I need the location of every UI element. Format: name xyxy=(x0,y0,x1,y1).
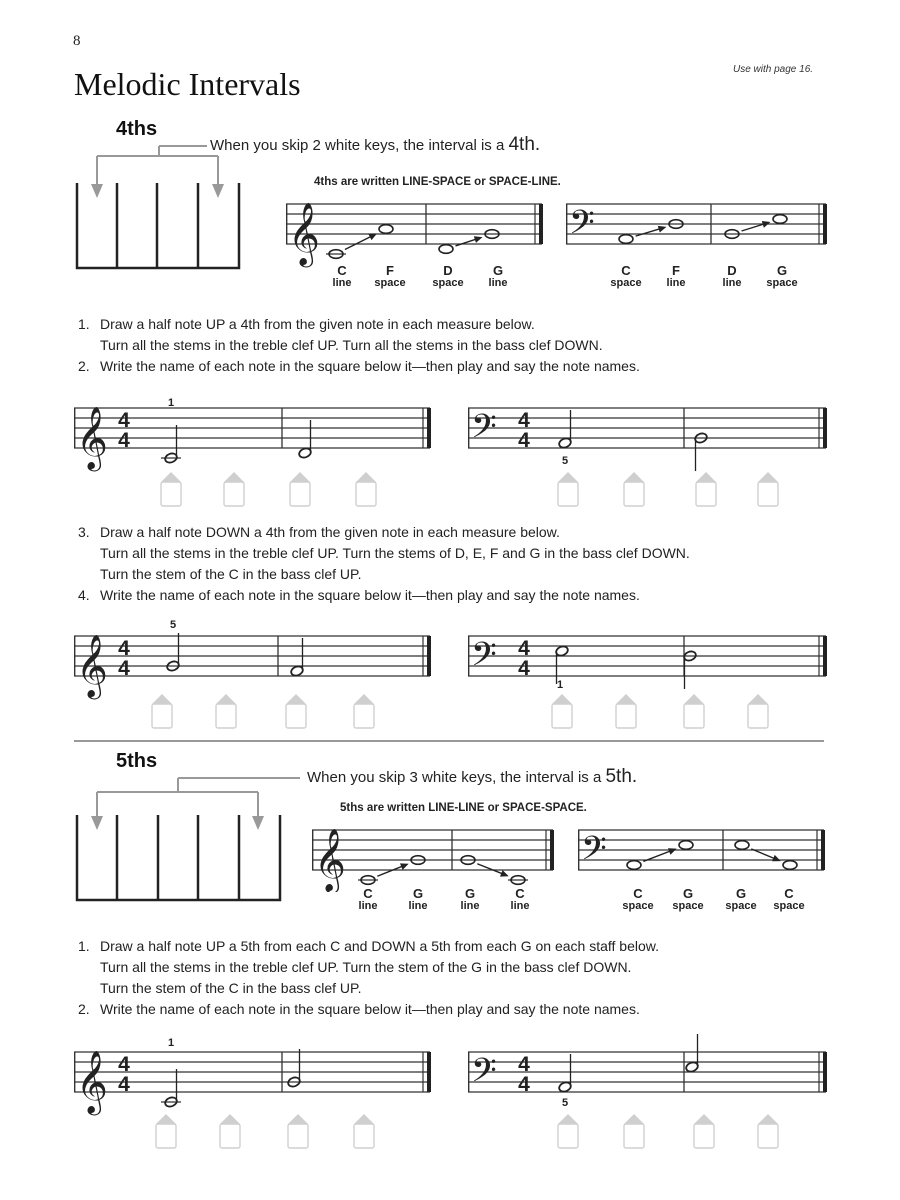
answer-box xyxy=(161,472,181,506)
answer-box-cap xyxy=(216,694,236,704)
note-letter: C xyxy=(633,886,643,901)
staff-svg xyxy=(74,618,432,756)
treble-clef-icon: 𝄞 xyxy=(288,204,320,264)
bass-clef-icon: 𝄢 xyxy=(471,1053,497,1097)
finger-number: 1 xyxy=(167,397,175,409)
bracket-line xyxy=(97,778,258,818)
use-with-note: Use with page 16. xyxy=(733,64,814,75)
answer-box-cap xyxy=(288,1114,308,1124)
answer-box-square xyxy=(748,704,768,728)
page-title: Melodic Intervals xyxy=(74,66,301,102)
answer-box-cap xyxy=(558,472,578,482)
instruction-text: Draw a half note UP a 4th from the given note in each measure below. xyxy=(100,316,535,332)
answer-box-cap xyxy=(758,472,778,482)
time-signature-bottom: 4 xyxy=(518,429,530,452)
answer-box xyxy=(694,1114,714,1148)
answer-box xyxy=(220,1114,240,1148)
note-letter: D xyxy=(727,263,737,278)
treble-clef-icon: 𝄞 xyxy=(76,1052,108,1112)
answer-box-square xyxy=(354,1124,374,1148)
answer-box-square xyxy=(624,482,644,506)
answer-box xyxy=(748,694,768,728)
fourths-instructions-3-4 xyxy=(78,522,690,606)
note-letter: F xyxy=(386,263,394,278)
note-label xyxy=(360,264,420,289)
answer-box xyxy=(616,694,636,728)
answer-box-cap xyxy=(624,1114,644,1124)
finger-number: 5 xyxy=(561,455,569,467)
answer-box xyxy=(156,1114,176,1148)
whole-note xyxy=(439,245,453,254)
answer-box-square xyxy=(156,1124,176,1148)
note-letter: G xyxy=(412,886,424,901)
staff-svg xyxy=(566,196,828,268)
fourths-exercise-1-bass-staff xyxy=(468,390,828,533)
time-signature-top: 4 xyxy=(118,1053,130,1076)
staff-svg xyxy=(74,390,432,528)
answer-box-square xyxy=(694,1124,714,1148)
staff-svg xyxy=(74,1034,432,1174)
note-position: line xyxy=(408,899,428,912)
fifths-exercise-treble-staff xyxy=(74,1034,432,1179)
answer-box-square xyxy=(552,704,572,728)
whole-note xyxy=(619,235,633,244)
note-letter: G xyxy=(464,886,476,901)
note-position: space xyxy=(610,276,642,289)
fifths-intro xyxy=(307,766,637,788)
answer-box-cap xyxy=(156,1114,176,1124)
fourths-keyboard-diagram xyxy=(70,140,250,280)
whole-note xyxy=(679,841,693,850)
instruction-number: 2. xyxy=(78,1001,90,1017)
instruction-text: Turn the stem of the C in the bass clef UP. xyxy=(100,980,362,996)
time-signature-top: 4 xyxy=(518,1053,530,1076)
answer-box-cap xyxy=(161,472,181,482)
fifths-intro-text: When you skip 3 white keys, the interval is a xyxy=(307,769,606,786)
answer-box xyxy=(216,694,236,728)
fourths-intro-text: When you skip 2 white keys, the interval is a xyxy=(210,137,509,154)
fourths-intro xyxy=(210,134,540,156)
staff-svg xyxy=(468,390,828,528)
note-position: space xyxy=(672,899,704,912)
whole-note xyxy=(735,841,749,850)
fourths-treble-example-staff xyxy=(286,196,544,273)
note-label xyxy=(759,887,819,912)
note-position: line xyxy=(358,899,378,912)
answer-box-square xyxy=(624,1124,644,1148)
keyboard-keys xyxy=(77,183,239,268)
answer-box xyxy=(152,694,172,728)
instruction-text: Draw a half note UP a 5th from each C and DOWN a 5th from each G on each staff below. xyxy=(100,938,659,954)
instruction-number: 2. xyxy=(78,358,90,374)
answer-box xyxy=(224,472,244,506)
fifths-keyboard-diagram xyxy=(70,770,300,910)
answer-box xyxy=(288,1114,308,1148)
bass-clef-icon: 𝄢 xyxy=(581,831,607,875)
arrow-head-icon xyxy=(400,863,409,869)
fifths-instructions xyxy=(78,936,659,1020)
answer-box-square xyxy=(616,704,636,728)
answer-box-square xyxy=(286,704,306,728)
note-position: space xyxy=(374,276,406,289)
answer-box-cap xyxy=(748,694,768,704)
staff-svg xyxy=(578,820,826,892)
note-letter: C xyxy=(784,886,794,901)
interval-arrow-line xyxy=(345,236,372,249)
bracket-line xyxy=(97,146,218,186)
answer-box-cap xyxy=(616,694,636,704)
time-signature-bottom: 4 xyxy=(118,1073,130,1096)
answer-box xyxy=(354,1114,374,1148)
bass-clef-icon: 𝄢 xyxy=(471,637,497,681)
answer-box-cap xyxy=(152,694,172,704)
fourths-rule: 4ths are written LINE-SPACE or SPACE-LINE. xyxy=(314,176,561,188)
keyboard-outline xyxy=(77,815,280,900)
answer-box-square xyxy=(288,1124,308,1148)
note-letter: D xyxy=(443,263,453,278)
time-signature-bottom: 4 xyxy=(518,1073,530,1096)
note-position: line xyxy=(666,276,686,289)
note-position: line xyxy=(488,276,508,289)
right-arrow-icon xyxy=(212,184,224,198)
note-position: space xyxy=(622,899,654,912)
left-arrow-icon xyxy=(91,816,103,830)
whole-note xyxy=(627,861,641,870)
note-letter: G xyxy=(492,263,504,278)
answer-box xyxy=(558,1114,578,1148)
instruction-text: Turn all the stems in the treble clef UP. Turn the stem of the G in the bass clef DOWN. xyxy=(100,959,632,975)
answer-box-square xyxy=(152,704,172,728)
fourths-heading: 4ths xyxy=(116,118,158,140)
note-letter: G xyxy=(682,886,694,901)
arrow-head-icon xyxy=(474,236,483,243)
note-position: space xyxy=(773,899,805,912)
answer-box-cap xyxy=(356,472,376,482)
time-signature-top: 4 xyxy=(518,409,530,432)
answer-box xyxy=(286,694,306,728)
answer-box-cap xyxy=(694,1114,714,1124)
answer-box xyxy=(624,1114,644,1148)
instruction-number: 3. xyxy=(78,524,90,540)
arrow-head-icon xyxy=(500,870,509,876)
instruction-number: 1. xyxy=(78,316,90,332)
note-label xyxy=(388,887,448,912)
note-letter: C xyxy=(515,886,525,901)
whole-note xyxy=(783,861,797,870)
answer-box-cap xyxy=(552,694,572,704)
answer-box-cap xyxy=(696,472,716,482)
staff-svg xyxy=(286,196,544,268)
staff-svg xyxy=(468,1034,828,1174)
section-divider xyxy=(74,740,824,742)
note-letter: F xyxy=(672,263,680,278)
fifths-rule: 5ths are written LINE-LINE or SPACE-SPACE. xyxy=(340,802,587,814)
answer-box xyxy=(552,694,572,728)
note-letter: C xyxy=(337,263,347,278)
treble-clef-icon: 𝄞 xyxy=(314,830,346,890)
fifths-intro-emph: 5th. xyxy=(605,766,638,787)
answer-box-square xyxy=(220,1124,240,1148)
treble-clef-icon: 𝄞 xyxy=(76,408,108,468)
answer-box-cap xyxy=(354,694,374,704)
answer-box-square xyxy=(758,1124,778,1148)
answer-box-square xyxy=(356,482,376,506)
staff-svg xyxy=(312,820,555,892)
answer-box-cap xyxy=(558,1114,578,1124)
note-position: line xyxy=(722,276,742,289)
instruction-text: Turn all the stems in the treble clef UP. Turn the stems of D, E, F and G in the bass clef DOWN. xyxy=(100,545,690,561)
instruction-text: Write the name of each note in the square below it—then play and say the note names. xyxy=(100,358,640,374)
note-position: space xyxy=(766,276,798,289)
answer-box-cap xyxy=(758,1114,778,1124)
answer-box-square xyxy=(224,482,244,506)
answer-box xyxy=(354,694,374,728)
answer-box xyxy=(758,472,778,506)
fifths-heading: 5ths xyxy=(116,750,158,772)
answer-box xyxy=(290,472,310,506)
instruction-text: Write the name of each note in the square below it—then play and say the note names. xyxy=(100,1001,640,1017)
answer-box xyxy=(624,472,644,506)
page-number: 8 xyxy=(73,33,81,49)
answer-box xyxy=(684,694,704,728)
keyboard-keys xyxy=(77,815,280,900)
treble-clef-icon: 𝄞 xyxy=(76,636,108,696)
note-position: line xyxy=(510,899,530,912)
note-label xyxy=(490,887,550,912)
answer-box-square xyxy=(354,704,374,728)
answer-box-cap xyxy=(286,694,306,704)
note-position: space xyxy=(432,276,464,289)
answer-box-cap xyxy=(684,694,704,704)
interval-arrow-line xyxy=(742,224,765,231)
answer-box-square xyxy=(216,704,236,728)
time-signature-bottom: 4 xyxy=(518,657,530,680)
finger-number: 1 xyxy=(167,1037,175,1049)
answer-box-square xyxy=(684,704,704,728)
instruction-number: 4. xyxy=(78,587,90,603)
note-position: line xyxy=(332,276,352,289)
answer-box-square xyxy=(758,482,778,506)
interval-arrow-line xyxy=(477,864,503,874)
arrow-head-icon xyxy=(658,226,667,233)
instruction-number: 1. xyxy=(78,938,90,954)
note-letter: G xyxy=(735,886,747,901)
note-position: space xyxy=(725,899,757,912)
instruction-text: Turn the stem of the C in the bass clef UP. xyxy=(100,566,362,582)
note-label xyxy=(646,264,706,289)
bass-clef-icon: 𝄢 xyxy=(569,205,595,249)
instruction-text: Write the name of each note in the square below it—then play and say the note names. xyxy=(100,587,640,603)
finger-number: 1 xyxy=(556,679,564,691)
note-letter: G xyxy=(776,263,788,278)
time-signature-top: 4 xyxy=(118,637,130,660)
left-arrow-icon xyxy=(91,184,103,198)
right-arrow-icon xyxy=(252,816,264,830)
time-signature-bottom: 4 xyxy=(118,429,130,452)
fifths-exercise-bass-staff xyxy=(468,1034,828,1179)
answer-box-square xyxy=(558,1124,578,1148)
note-label xyxy=(752,264,812,289)
whole-note xyxy=(379,225,393,234)
answer-box xyxy=(696,472,716,506)
answer-box xyxy=(758,1114,778,1148)
fourths-intro-emph: 4th. xyxy=(508,134,541,155)
interval-arrow-line xyxy=(636,229,661,237)
time-signature-bottom: 4 xyxy=(118,657,130,680)
staff-svg xyxy=(468,618,828,756)
interval-arrow-line xyxy=(456,239,477,246)
answer-box-square xyxy=(558,482,578,506)
answer-box xyxy=(558,472,578,506)
time-signature-top: 4 xyxy=(118,409,130,432)
answer-box-cap xyxy=(624,472,644,482)
whole-note xyxy=(773,215,787,224)
note-letter: C xyxy=(363,886,373,901)
answer-box-square xyxy=(696,482,716,506)
answer-box-square xyxy=(161,482,181,506)
fourths-instructions-1-2 xyxy=(78,314,640,377)
note-label xyxy=(658,887,718,912)
fourths-exercise-1-treble-staff xyxy=(74,390,432,533)
note-letter: C xyxy=(621,263,631,278)
bass-clef-icon: 𝄢 xyxy=(471,409,497,453)
note-position: line xyxy=(460,899,480,912)
finger-number: 5 xyxy=(561,1097,569,1109)
skip-arrows xyxy=(97,146,218,186)
fourths-bass-example-staff xyxy=(566,196,828,273)
answer-box-cap xyxy=(224,472,244,482)
instruction-text: Turn all the stems in the treble clef UP. Turn all the stems in the bass clef DOWN. xyxy=(100,337,603,353)
finger-number: 5 xyxy=(169,619,177,631)
instruction-text: Draw a half note DOWN a 4th from the given note in each measure below. xyxy=(100,524,560,540)
skip-arrows xyxy=(97,778,300,818)
answer-box-cap xyxy=(290,472,310,482)
answer-box xyxy=(356,472,376,506)
arrow-head-icon xyxy=(668,848,677,855)
time-signature-top: 4 xyxy=(518,637,530,660)
answer-box-cap xyxy=(354,1114,374,1124)
answer-box-square xyxy=(290,482,310,506)
note-label xyxy=(468,264,528,289)
answer-box-cap xyxy=(220,1114,240,1124)
interval-arrow-line xyxy=(377,866,403,876)
